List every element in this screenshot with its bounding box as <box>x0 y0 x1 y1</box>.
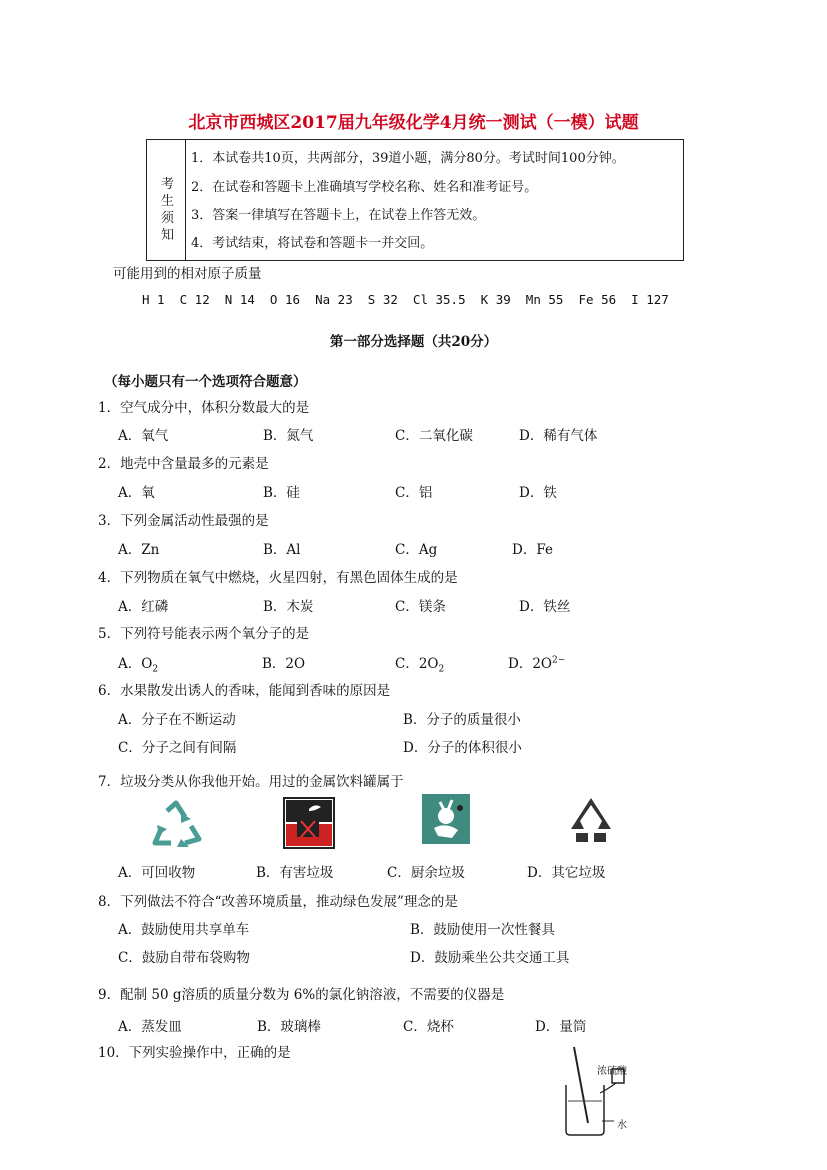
option: D．鼓励乘坐公共交通工具 <box>410 950 570 966</box>
question-stem: 6．水果散发出诱人的香味，能闻到香味的原因是 <box>98 683 391 699</box>
question-stem: 5．下列符号能表示两个氧分子的是 <box>98 626 310 642</box>
option: A．氧 <box>118 485 155 501</box>
water-label: 水 <box>617 1120 627 1131</box>
option: D．分子的体积很小 <box>403 740 522 756</box>
question-stem: 9．配制 50 g溶质的质量分数为 6%的氯化钠溶液，不需要的仪器是 <box>98 987 505 1003</box>
option: A．Zn <box>118 542 160 558</box>
question-stem: 7．垃圾分类从你我他开始。用过的金属饮料罐属于 <box>98 774 404 790</box>
section-title: 第一部分选择题（共20分） <box>329 334 498 350</box>
question-stem: 1．空气成分中，体积分数最大的是 <box>98 400 310 416</box>
question-stem: 2．地壳中含量最多的元素是 <box>98 456 269 472</box>
option: A．鼓励使用共享单车 <box>118 922 250 938</box>
option: B．2O <box>262 656 306 672</box>
option: C．二氧化碳 <box>395 428 473 444</box>
option: A．分子在不断运动 <box>118 712 236 728</box>
option: B．Al <box>263 542 301 558</box>
option: B．玻璃棒 <box>257 1019 321 1035</box>
option: C．镁条 <box>395 599 446 615</box>
option: B．分子的质量很小 <box>403 712 521 728</box>
option: D．量筒 <box>535 1019 587 1035</box>
notice-item: 1．本试卷共10页，共两部分，39道小题，满分80分。考试时间100分钟。 <box>191 151 625 166</box>
option: B．硅 <box>263 485 300 501</box>
question-stem: 8．下列做法不符合“改善环境质量，推动绿色发展”理念的是 <box>98 894 458 910</box>
atomic-mass-values: H 1 C 12 N 14 O 16 Na 23 S 32 Cl 35.5 K 39 Mn 55 Fe 56 I 127 <box>142 292 669 307</box>
option: C．厨余垃圾 <box>387 865 465 881</box>
notice-item: 3．答案一律填写在答题卡上，在试卷上作答无效。 <box>191 208 486 223</box>
atomic-mass-label: 可能用到的相对原子质量 <box>113 266 262 282</box>
notice-item: 4．考试结束，将试卷和答题卡一并交回。 <box>191 236 434 251</box>
kitchen-waste-icon <box>422 794 470 844</box>
recycle-icon <box>147 799 205 849</box>
option: C．$2O_2$ <box>395 656 445 675</box>
candidate-notice-box <box>146 139 684 261</box>
option: D．Fe <box>512 542 553 558</box>
other-waste-icon <box>566 795 616 845</box>
option: B．鼓励使用一次性餐具 <box>410 922 555 938</box>
option: C．烧杯 <box>403 1019 454 1035</box>
option: C．Ag <box>395 542 438 558</box>
option: C．铝 <box>395 485 433 501</box>
option: A．蒸发皿 <box>118 1019 182 1035</box>
option: A．红磷 <box>118 599 169 615</box>
option: B．氮气 <box>263 428 314 444</box>
option: B．有害垃圾 <box>256 865 334 881</box>
question-stem: 10．下列实验操作中，正确的是 <box>98 1045 291 1061</box>
option: B．木炭 <box>263 599 314 615</box>
page-title: 北京市西城区2017届九年级化学4月统一测试（一模）试题 <box>188 113 639 133</box>
option: A．可回收物 <box>118 865 196 881</box>
option: A．$O_2$ <box>118 656 159 675</box>
notice-side-label: 考 生 须 知 <box>147 140 186 260</box>
option: D．$2O^{2-}$ <box>508 655 566 672</box>
question-stem: 4．下列物质在氧气中燃烧，火星四射，有黑色固体生成的是 <box>98 570 458 586</box>
acid-label: 浓硫酸 <box>597 1066 627 1077</box>
question-stem: 3．下列金属活动性最强的是 <box>98 513 269 529</box>
option: C．分子之间有间隔 <box>118 740 237 756</box>
section-hint: （每小题只有一个选项符合题意） <box>104 374 307 390</box>
option: D．稀有气体 <box>519 428 598 444</box>
option: D．其它垃圾 <box>527 865 606 881</box>
notice-item: 2．在试卷和答题卡上准确填写学校名称、姓名和准考证号。 <box>191 180 538 195</box>
option: D．铁丝 <box>519 599 571 615</box>
option: C．鼓励自带布袋购物 <box>118 950 250 966</box>
option: A．氧气 <box>118 428 169 444</box>
dilution-apparatus-figure <box>560 1045 640 1137</box>
option: D．铁 <box>519 485 557 501</box>
hazardous-waste-icon <box>283 797 335 849</box>
